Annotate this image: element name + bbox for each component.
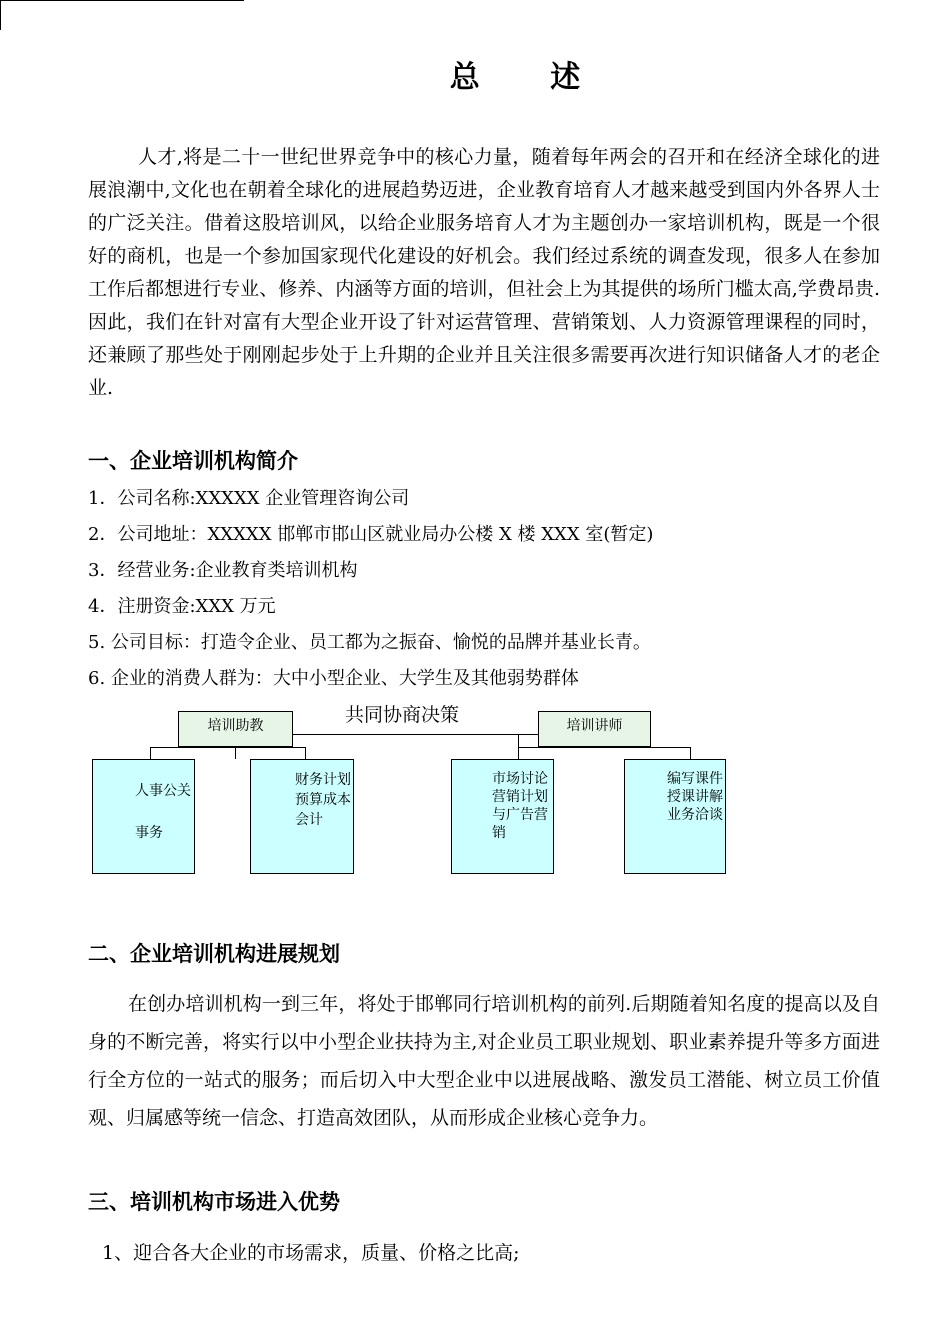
- org-connector: [235, 747, 236, 759]
- org-connector: [305, 747, 306, 759]
- section3-heading: 三、培训机构市场进入优势: [88, 1190, 340, 1214]
- org-box-marketing: [451, 759, 554, 874]
- list-item: 5. 公司目标：打造令企业、员工都为之振奋、愉悦的品牌并基业长青。: [88, 632, 651, 653]
- section1-heading: 一、企业培训机构简介: [88, 449, 298, 473]
- intro-paragraph: 人才,将是二十一世纪世界竞争中的核心力量，随着每年两会的召开和在经济全球化的进展浪潮中,文化也在朝着全球化的进展趋势迈进，企业教育培育人才越来越受到国内外各界人士的广泛关注。借着这股培训风，以给企业服务培育人才为主题创办一家培训机构，既是一个很好的商机，也是一个参加国家现代化建设的好机会。我们经过系统的调查发现，很多人在参加工作后都想进行专业、修养、内涵等方面的培训，但社会上为其提供的场所门槛太高,学费昂贵.因此，我们在针对富有大型企业开设了针对运营管理、营销策划、人力资源管理课程的同时，还兼顾了那些处于刚刚起步处于上升期的企业并且关注很多需要再次进行知识储备人才的老企业.: [88, 146, 880, 399]
- org-head-left: 培训助教: [178, 711, 293, 747]
- org-connector: [690, 747, 691, 759]
- org-box-text: 市场讨论营销计划与广告营销: [492, 771, 548, 841]
- org-box-finance: [250, 759, 354, 874]
- org-box-text: 财务计划预算成本会计: [295, 772, 351, 828]
- org-center-label: 共同协商决策: [345, 704, 460, 726]
- section2-heading: 二、企业培训机构进展规划: [88, 942, 340, 966]
- org-connector: [518, 747, 691, 748]
- page-title: 总 述: [449, 60, 611, 95]
- org-head-right: 培训讲师: [538, 711, 651, 747]
- list-item: 3．经营业务:企业教育类培训机构: [88, 560, 358, 581]
- org-box-text: 人事公关事务: [135, 783, 191, 841]
- list-item: 1．公司名称:XXXXX 企业管理咨询公司: [88, 488, 410, 509]
- org-box-text: 编写课件授课讲解业务洽谈: [667, 771, 723, 823]
- page-corner-line: [0, 0, 1, 30]
- org-connector: [293, 734, 538, 735]
- list-item: 2．公司地址：XXXXX 邯郸市邯山区就业局办公楼 X 楼 XXX 室(暂定): [88, 524, 654, 545]
- section2-paragraph: 在创办培训机构一到三年，将处于邯郸同行培训机构的前列.后期随着知名度的提高以及自身的不断完善，将实行以中小型企业扶持为主,对企业员工职业规划、职业素养提升等多方面进行全方位的一站式的服务；而后切入中大型企业中以进展战略、激发员工潜能、树立员工价值观、归属感等统一信念、打造高效团队，从而形成企业核心竞争力。: [88, 993, 880, 1129]
- list-item: 6. 企业的消费人群为：大中小型企业、大学生及其他弱势群体: [88, 668, 579, 689]
- list-item: 4．注册资金:XXX 万元: [88, 596, 276, 617]
- org-connector: [150, 747, 306, 748]
- page-corner-line: [0, 0, 244, 1]
- org-box-hr: [92, 759, 195, 874]
- org-box-teaching: [624, 759, 726, 874]
- org-connector: [150, 747, 151, 759]
- list-item: 1、迎合各大企业的市场需求，质量、价格之比高;: [102, 1242, 520, 1264]
